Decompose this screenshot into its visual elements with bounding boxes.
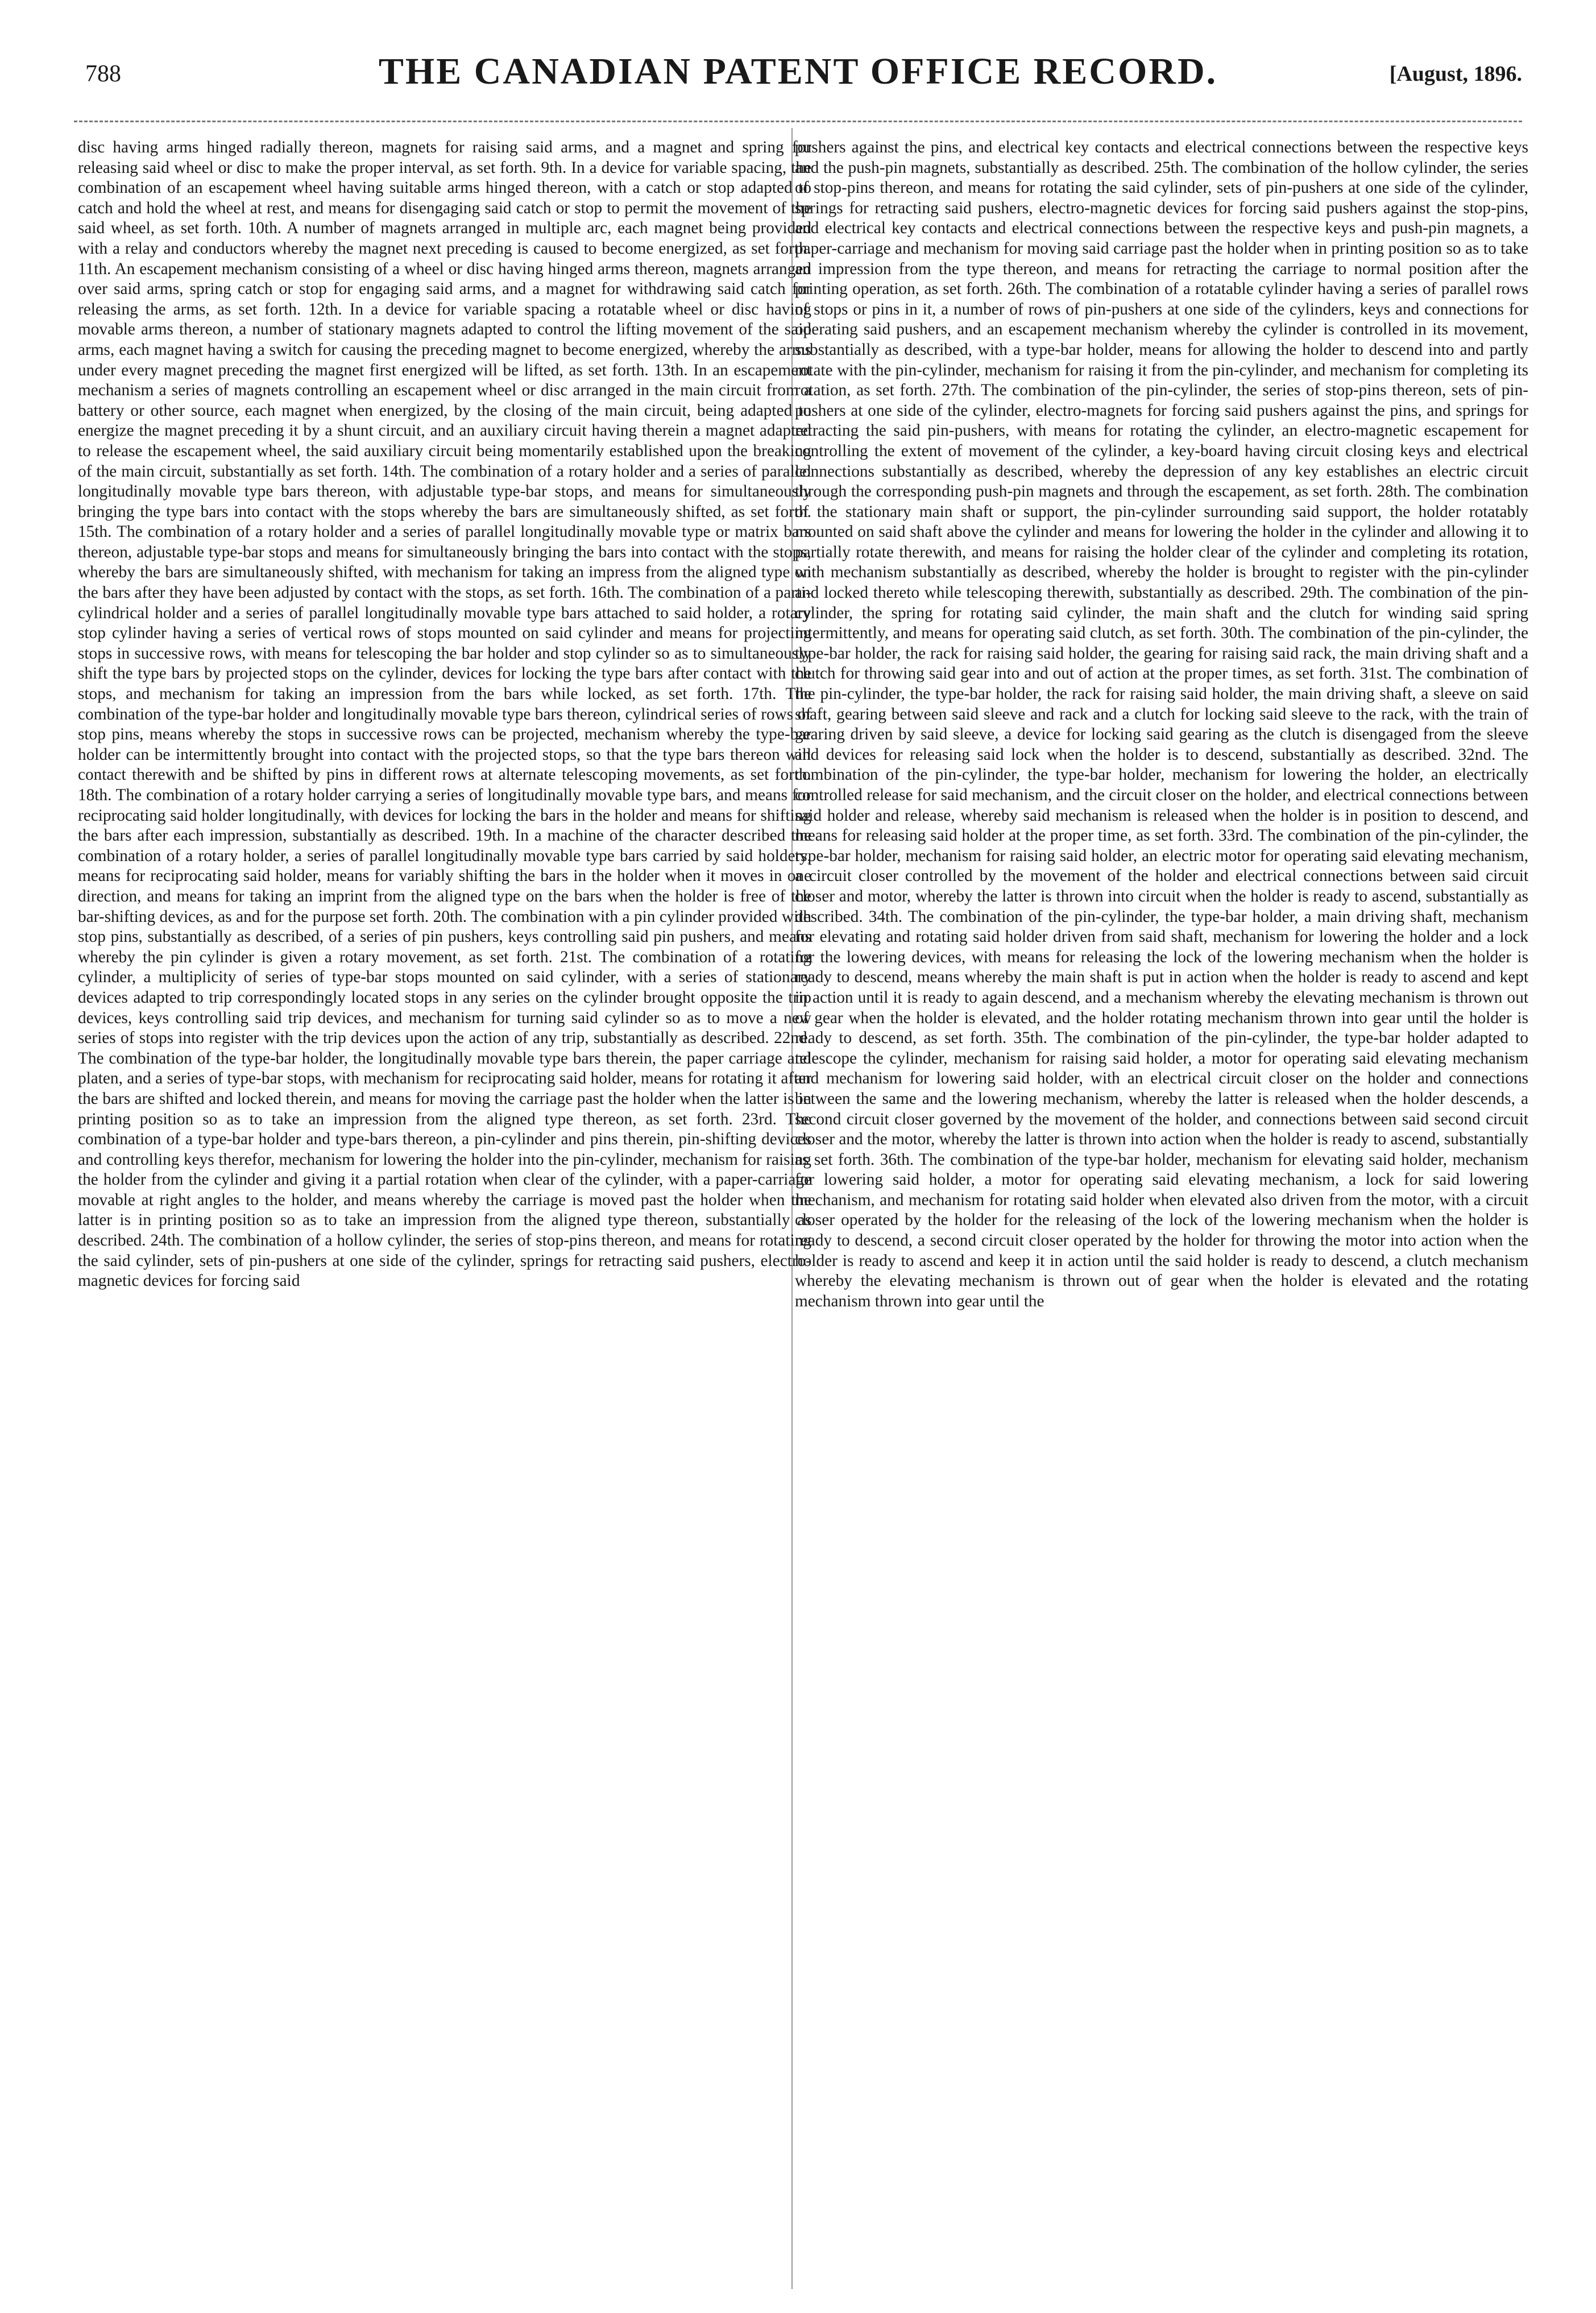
issue-date: [August, 1896. xyxy=(1389,62,1522,86)
page-number: 788 xyxy=(85,61,121,87)
patent-claims-text-right: pushers against the pins, and electrical key contacts and electrical connections between the respective keys and the push-pin magnets, substantially as described. 25th. The combination of the hollow cylinder, the series of stop-pins thereon, and means for rotating the said cylinder, sets of pin-pushers at one side of the cylinder, springs for retracting said pushers, electro-magnetic devices for forcing said pushers against the stop-pins, and electrical key contacts and electrical connections between the respective keys and push-pin magnets, a paper-carriage and mechanism for moving said carriage past the holder when in printing position so as to take an impression from the type thereon, and means for retracting the carriage to normal position after the printing operation, as set forth. 26th. The combination of a rotatable cylinder having a series of parallel rows of stops or pins in it, a number of rows of pin-pushers at one side of the cylinders, keys and connections for operating said pushers, and an escapement mechanism whereby the cylinder is controlled in its movement, substantially as described, with a type-bar holder, means for allowing the holder to descend into and partly rotate with the pin-cylinder, mechanism for raising it from the pin-cylinder, and mechanism for completing its rotation, as set forth. 27th. The combination of the pin-cylinder, the series of stop-pins thereon, sets of pin-pushers at one side of the cylinder, electro-magnets for forcing said pushers against the pins, and springs for retracting the said pin-pushers, with means for rotating the cylinder, an electro-magnetic escapement for controlling the extent of movement of the cylinder, a key-board having circuit closing keys and electrical connections substantially as described, whereby the depression of any key establishes an electric circuit through the corresponding push-pin magnets and through the escapement, as set forth. 28th. The combination of the stationary main shaft or support, the pin-cylinder surrounding said support, the holder rotatably mounted on said shaft above the cylinder and means for lowering the holder in the cylinder and allowing it to partially rotate therewith, and means for raising the holder clear of the cylinder and completing its rotation, with mechanism substantially as described, whereby the holder is brought to register with the pin-cylinder and locked thereto while telescoping therewith, substantially as described. 29th. The combination of the pin-cylinder, the spring for rotating said cylinder, the main shaft and the clutch for winding said spring intermittently, and means for operating said clutch, as set forth. 30th. The combination of the pin-cylinder, the type-bar holder, the rack for raising said holder, the gearing for raising said rack, the main driving shaft and a clutch for throwing said gear into and out of action at the proper times, as set forth. 31st. The combination of the pin-cylinder, the type-bar holder, the rack for raising said holder, the main driving shaft, a sleeve on said shaft, gearing between said sleeve and rack and a clutch for locking said sleeve to the rack, with the train of gearing driven by said sleeve, a device for locking said gearing as the clutch is disengaged from the sleeve and devices for releasing said lock when the holder is to descend, substantially as described. 32nd. The combination of the pin-cylinder, the type-bar holder, mechanism for lowering the holder, an electrically controlled release for said mechanism, and the circuit closer on the holder, and electrical connections between said holder and release, whereby said mechanism is released when the holder is in position to descend, and means for releasing said holder at the proper time, as set forth. 33rd. The combination of the pin-cylinder, the type-bar holder, mechanism for raising said holder, an electric motor for operating said elevating mechanism, a circuit closer controlled by the movement of the holder and electrical connections between said circuit closer and motor, whereby the latter is thrown into circuit when the holder is ready to ascend, substantially as described. 34th. The combination of the pin-cylinder, the type-bar holder, a main driving shaft, mechanism for elevating and rotating said holder driven from said shaft, mechanism for lowering the holder and a lock for the lowering devices, with means for releasing the lock of the lowering mechanism when the holder is ready to descend, means whereby the main shaft is put in action when the holder is ready to ascend and kept in action until it is ready to again descend, and a mechanism whereby the elevating mechanism is thrown out of gear when the holder is elevated, and the holder rotating mechanism thrown into gear until the holder is ready to descend, as set forth. 35th. The combination of the pin-cylinder, the type-bar holder adapted to telescope the cylinder, mechanism for raising said holder, a motor for operating said elevating mechanism and mechanism for lowering said holder, with an electrical circuit closer on the holder and connections between the same and the lowering mechanism, whereby the latter is released when the holder descends, a second circuit closer governed by the movement of the holder, and connections between said second circuit closer and the motor, whereby the latter is thrown into action when the holder is ready to ascend, substantially as set forth. 36th. The combination of the type-bar holder, mechanism for elevating said holder, mechanism for lowering said holder, a motor for operating said elevating mechanism, a lock for said lowering mechanism, and mechanism for rotating said holder when elevated also driven from the motor, with a circuit closer operated by the holder for the releasing of the lock of the lowering mechanism when the holder is ready to descend, a second circuit closer operated by the holder for throwing the motor into action when the holder is ready to ascend and keep it in action until the said holder is ready to descend, a clutch mechanism whereby the elevating mechanism is thrown out of gear when the holder is elevated and the rotating mechanism thrown into gear until the xyxy=(795,138,1528,1310)
text-column-left xyxy=(78,138,811,2287)
patent-claims-text-left: disc having arms hinged radially thereon, magnets for raising said arms, and a magnet and spring for releasing said wheel or disc to make the proper interval, as set forth. 9th. In a device for variable spacing, the combination of an escapement wheel having suitable arms hinged thereon, with a catch or stop adapted to catch and hold the wheel at rest, and means for disengaging said catch or stop to permit the movement of the said wheel, as set forth. 10th. A number of magnets arranged in multiple arc, each magnet being provided with a relay and conductors whereby the magnet next preceding is caused to become energized, as set forth. 11th. An escapement mechanism consisting of a wheel or disc having hinged arms thereon, magnets arranged over said arms, spring catch or stop for engaging said arms, and a magnet for withdrawing said catch for releasing the arms, as set forth. 12th. In a device for variable spacing a rotatable wheel or disc having movable arms thereon, a number of stationary magnets adapted to control the lifting movement of the said arms, each magnet having a switch for causing the preceding magnet to become energized, whereby the arms under every magnet preceding the magnet first energized will be lifted, as set forth. 13th. In an escapement mechanism a series of magnets controlling an escapement wheel or disc arranged in the main circuit from a battery or other source, each magnet when energized, by the closing of the main circuit, being adapted to energize the magnet preceding it by a shunt circuit, and an auxiliary circuit having therein a magnet adapted to release the escapement wheel, the said auxiliary circuit being momentarily established upon the breaking of the main circuit, substantially as set forth. 14th. The combination of a rotary holder and a series of parallel longitudinally movable type bars thereon, with adjustable type-bar stops, and means for simultaneously bringing the type bars into contact with the stops whereby the bars are simultaneously shifted, as set forth. 15th. The combination of a rotary holder and a series of parallel longitudinally movable type or matrix bars thereon, adjustable type-bar stops and means for simultaneously bringing the bars into contact with the stops, whereby the bars are simultaneously shifted, with mechanism for taking an impress from the aligned type on the bars after they have been adjusted by contact with the stops, as set forth. 16th. The combination of a parti-cylindrical holder and a series of parallel longitudinally movable type bars attached to said holder, a rotary stop cylinder having a series of vertical rows of stops mounted on said cylinder and means for projecting stops in successive rows, with means for telescoping the bar holder and stop cylinder so as to simultaneously shift the type bars by projected stops on the cylinder, devices for locking the type bars after contact with the stops, and mechanism for taking an impression from the bars while locked, as set forth. 17th. The combination of the type-bar holder and longitudinally movable type bars thereon, cylindrical series of rows of stop pins, means whereby the stops in successive rows can be projected, mechanism whereby the type-bar holder can be intermittently brought into contact with the projected stops, so that the type bars thereon will contact therewith and be shifted by pins in different rows at alternate telescoping movements, as set forth. 18th. The combination of a rotary holder carrying a series of longitudinally movable type bars, and means for reciprocating said holder longitudinally, with devices for locking the bars in the holder and means for shifting the bars after each impression, substantially as described. 19th. In a machine of the character described the combination of a rotary holder, a series of parallel longitudinally movable type bars carried by said holders, means for reciprocating said holder, means for variably shifting the bars in the holder when it moves in one direction, and means for taking an imprint from the aligned type on the bars when the holder is free of the bar-shifting devices, as and for the purpose set forth. 20th. The combination with a pin cylinder provided with stop pins, substantially as described, of a series of pin pushers, keys controlling said pin pushers, and means whereby the pin cylinder is given a rotary movement, as set forth. 21st. The combination of a rotating cylinder, a multiplicity of series of type-bar stops mounted on said cylinder, with a series of stationary devices adapted to trip correspondingly located stops in any series on the cylinder brought opposite the trip devices, keys controlling said trip devices, and mechanism for turning said cylinder so as to move a new series of stops into register with the trip devices upon the action of any trip, substantially as described. 22nd. The combination of the type-bar holder, the longitudinally movable type bars therein, the paper carriage and platen, and a series of type-bar stops, with mechanism for reciprocating said holder, means for rotating it after the bars are shifted and locked therein, and means for moving the carriage past the holder when the latter is in printing position so as to take an impression from the aligned type thereon, as set forth. 23rd. The combination of a type-bar holder and type-bars thereon, a pin-cylinder and pins therein, pin-shifting devices and controlling keys therefor, mechanism for lowering the holder into the pin-cylinder, mechanism for raising the holder from the cylinder and giving it a partial rotation when clear of the cylinder, with a paper-carriage movable at right angles to the holder, and means whereby the carriage is moved past the holder when the latter is in printing position so as to take an impression from the aligned type thereon, substantially as described. 24th. The combination of a hollow cylinder, the series of stop-pins thereon, and means for rotating the said cylinder, sets of pin-pushers at one side of the cylinder, springs for retracting said pushers, electro-magnetic devices for forcing said xyxy=(78,138,811,1290)
header-rule xyxy=(74,121,1522,122)
journal-title: THE CANADIAN PATENT OFFICE RECORD. xyxy=(378,51,1218,92)
text-column-right xyxy=(795,138,1528,2287)
page-header xyxy=(74,50,1522,101)
